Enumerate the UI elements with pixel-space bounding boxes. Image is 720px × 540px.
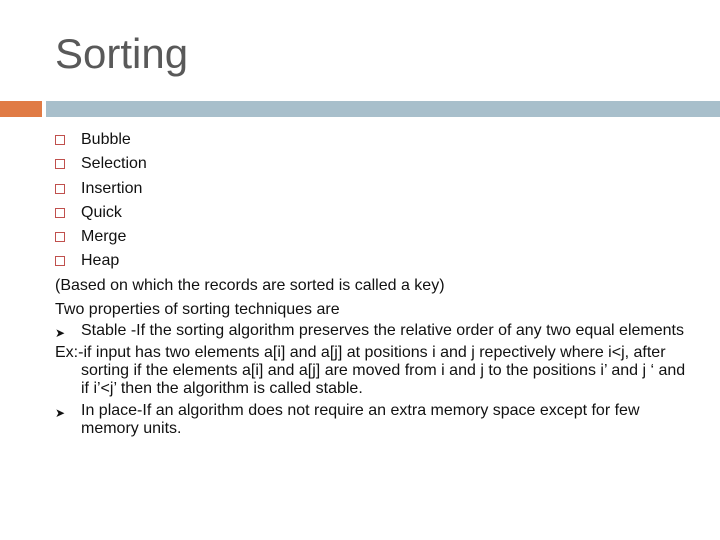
- list-item: Merge: [55, 225, 695, 249]
- list-item: Bubble: [55, 128, 695, 152]
- square-bullet-icon: [55, 208, 65, 218]
- square-bullet-icon: [55, 184, 65, 194]
- accent-bar: [0, 101, 42, 117]
- list-item: Insertion: [55, 177, 695, 201]
- square-bullet-icon: [55, 256, 65, 266]
- slide-title: Sorting: [55, 30, 189, 77]
- arrow-bullet-icon: ➤: [55, 406, 66, 421]
- intro-text: Two properties of sorting techniques are: [55, 301, 340, 319]
- square-bullet-icon: [55, 135, 65, 145]
- list-item: Heap: [55, 249, 695, 273]
- square-bullet-icon: [55, 159, 65, 169]
- example-text: Ex:-if input has two elements a[i] and a[j] at positions i and j repectively where i<j, after sorting if the elements a[i] and a[j] are moved from i and j to the positions i’ and j ‘ and if i’<j’ then the algorithm is called stable.: [55, 344, 686, 398]
- list-item: Selection: [55, 152, 695, 176]
- property-in-place: ➤ In place-If an algorithm does not require an extra memory space except for few memory units.: [55, 402, 640, 438]
- key-note: (Based on which the records are sorted is called a key): [55, 276, 445, 294]
- list-item: Quick: [55, 201, 695, 225]
- square-bullet-icon: [55, 232, 65, 242]
- property-stable: ➤ Stable -If the sorting algorithm preserves the relative order of any two equal elements: [55, 322, 684, 341]
- slide-content: [55, 128, 695, 438]
- title-underline-bar: [46, 101, 720, 117]
- arrow-bullet-icon: ➤: [55, 326, 66, 341]
